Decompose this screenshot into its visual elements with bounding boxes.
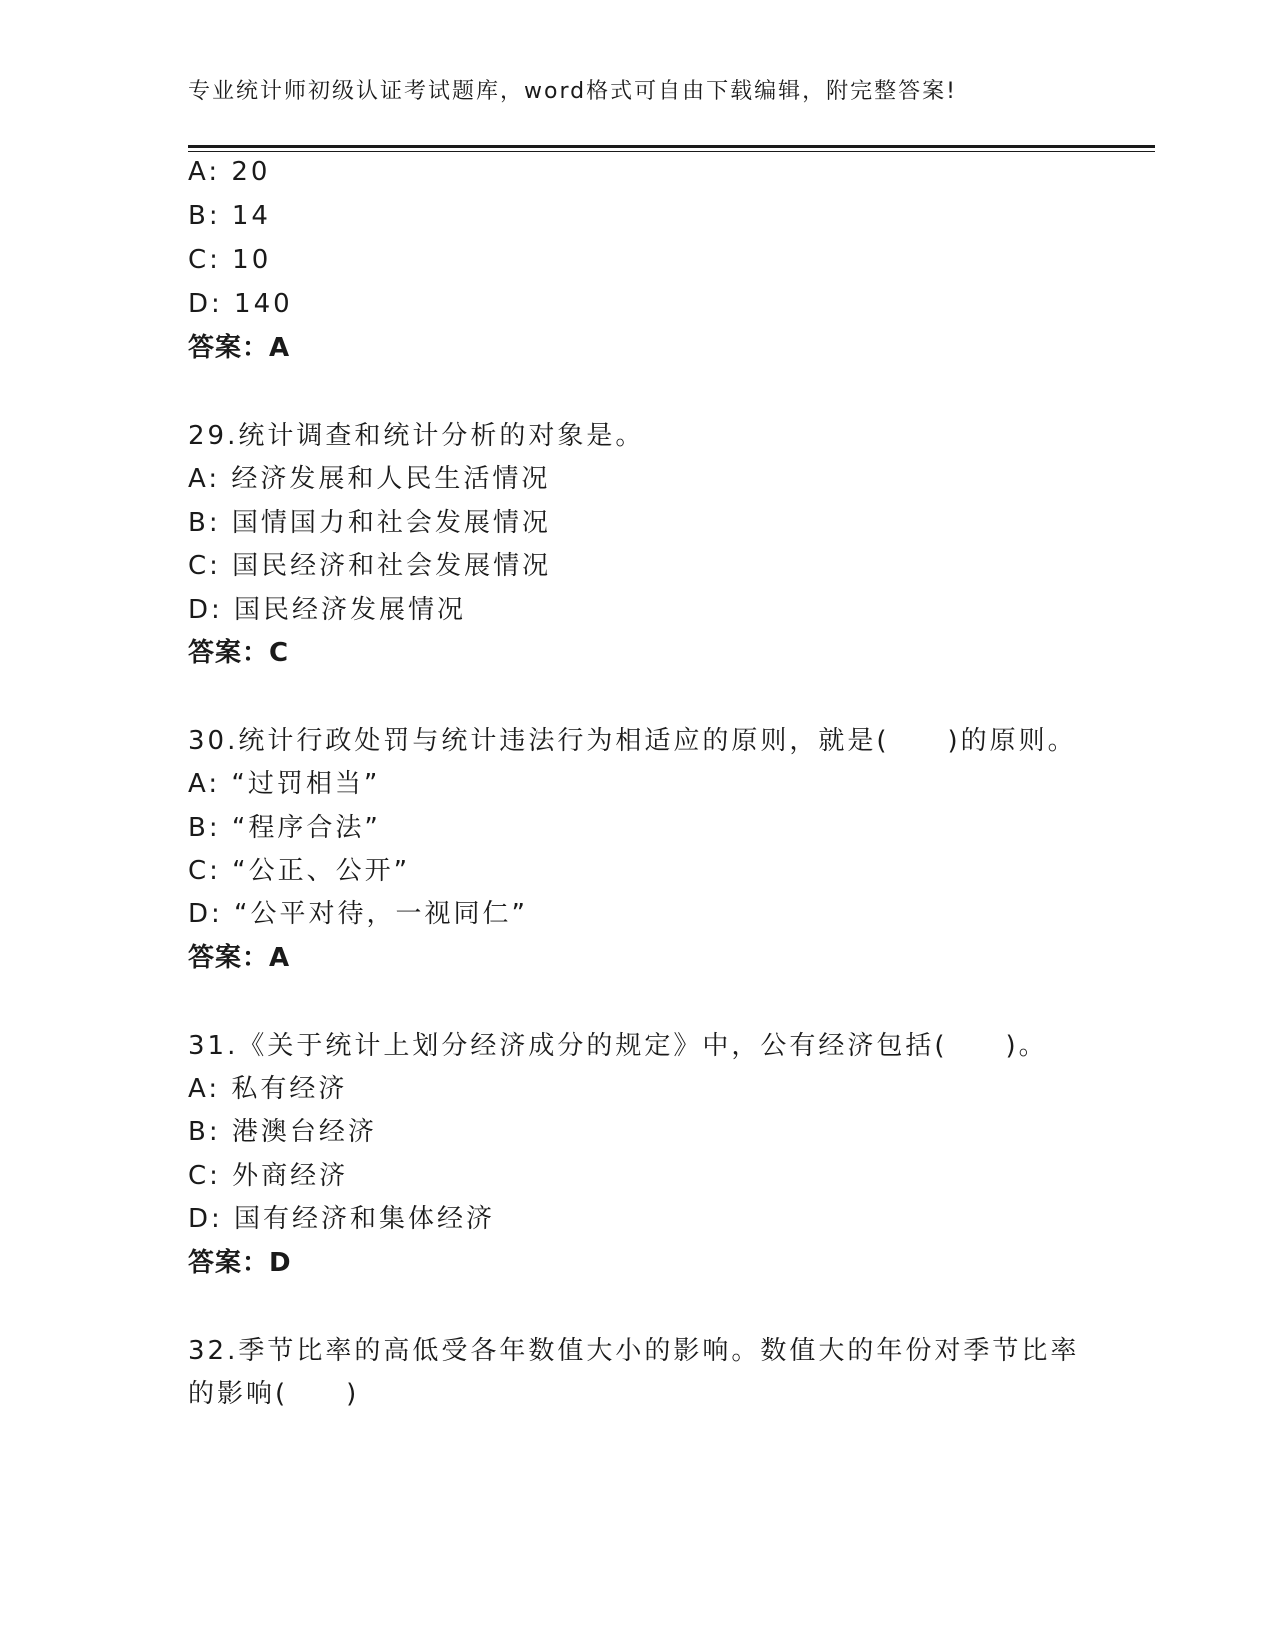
page-header-title: 专业统计师初级认证考试题库，word格式可自由下载编辑，附完整答案! bbox=[188, 79, 957, 104]
q31-answer: 答案：D bbox=[188, 1248, 292, 1278]
q29-answer: 答案：C bbox=[188, 638, 290, 668]
q30-option-c: C: “公正、公开” bbox=[188, 856, 411, 886]
q28-option-b: B: 14 bbox=[188, 201, 271, 231]
q30-answer: 答案：A bbox=[188, 943, 291, 973]
q29-option-b: B: 国情国力和社会发展情况 bbox=[188, 508, 551, 538]
q31-option-b: B: 港澳台经济 bbox=[188, 1117, 377, 1147]
q29-option-c: C: 国民经济和社会发展情况 bbox=[188, 551, 552, 581]
q28-option-a: A: 20 bbox=[188, 157, 271, 187]
q32-question-line-1: 32.季节比率的高低受各年数值大小的影响。数值大的年份对季节比率 bbox=[188, 1336, 1080, 1366]
q29-question: 29.统计调查和统计分析的对象是。 bbox=[188, 421, 645, 451]
q30-question: 30.统计行政处罚与统计违法行为相适应的原则，就是( )的原则。 bbox=[188, 726, 1077, 756]
q29-option-d: D: 国民经济发展情况 bbox=[188, 595, 467, 625]
header-divider-thick bbox=[188, 145, 1155, 148]
header-divider-thin bbox=[188, 151, 1155, 152]
q28-option-c: C: 10 bbox=[188, 245, 272, 275]
q29-option-a: A: 经济发展和人民生活情况 bbox=[188, 464, 551, 494]
q31-option-c: C: 外商经济 bbox=[188, 1161, 349, 1191]
q30-option-a: A: “过罚相当” bbox=[188, 769, 381, 799]
q30-option-d: D: “公平对待，一视同仁” bbox=[188, 899, 528, 929]
q31-option-d: D: 国有经济和集体经济 bbox=[188, 1204, 496, 1234]
q28-option-d: D: 140 bbox=[188, 289, 293, 319]
q31-question: 31.《关于统计上划分经济成分的规定》中，公有经济包括( )。 bbox=[188, 1031, 1048, 1061]
q32-question-line-2: 的影响( ) bbox=[188, 1379, 360, 1409]
q28-answer: 答案：A bbox=[188, 333, 291, 363]
q31-option-a: A: 私有经济 bbox=[188, 1074, 348, 1104]
q30-option-b: B: “程序合法” bbox=[188, 813, 381, 843]
